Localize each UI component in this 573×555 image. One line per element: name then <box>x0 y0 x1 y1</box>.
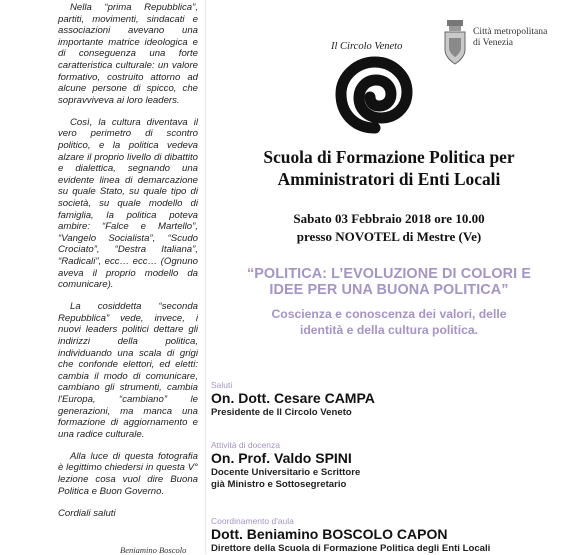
section-docenza <box>211 440 571 490</box>
city-name-line2: di Venezia <box>473 37 514 48</box>
event-place: presso NOVOTEL di Mestre (Ve) <box>296 229 482 244</box>
letter-column <box>58 2 198 530</box>
speaker-name: On. Dott. Cesare CAMPA <box>211 390 375 406</box>
lesson-headline <box>205 266 573 298</box>
speaker-role: Docente Universitario e Scrittore <box>211 467 361 478</box>
speaker-name: Dott. Beniamino BOSCOLO CAPON <box>211 526 448 542</box>
city-emblem-icon <box>441 20 469 66</box>
section-label: Attività di docenza <box>211 440 280 450</box>
signature: Beniamino Boscolo <box>120 545 187 555</box>
lesson-subheadline <box>205 306 573 338</box>
letter-paragraph-3: La cosiddetta “seconda Repubblica” vede, invece, i nuovi leaders politici dettare gli indirizzi della politica, individuando una scala di grigi che confonde elettori, ed eletti: cambia il modo di comunicare, cambiano gli strumenti, cambia l'Europa, “cambiano” le generazioni, ma manca una formazione di aggiornamento e una radice culturale. <box>58 301 198 440</box>
headline-line-2: IDEE PER UNA BUONA POLITICA” <box>269 282 509 298</box>
section-label: Saluti <box>211 380 233 390</box>
circolo-label: Il Circolo Veneto <box>331 41 403 52</box>
city-name <box>473 26 573 48</box>
section-coordinamento <box>211 516 571 555</box>
section-label: Coordinamento d'aula <box>211 516 294 526</box>
subheadline-line-2: identità e della cultura politica. <box>299 323 479 337</box>
section-saluti <box>211 380 571 419</box>
speaker-name: On. Prof. Valdo SPINI <box>211 450 352 466</box>
title-line-2: Amministratori di Enti Locali <box>277 169 501 189</box>
title-line-1: Scuola di Formazione Politica per <box>263 147 515 167</box>
letter-salute: Cordiali saluti <box>58 507 116 519</box>
subheadline-line-1: Coscienza e conoscenza dei valori, delle <box>271 307 507 321</box>
city-name-line1: Città metropolitana <box>473 26 548 37</box>
letter-paragraph-1: Nella “prima Repubblica”, partiti, movimenti, sindacati e associazioni avevano una importante matrice ideologica e di conseguenza una forte caratteristica culturale: un valore formativo, costruito attorno ad alcune persone di spicco, che sopravviveva ai loro leaders. <box>58 2 198 106</box>
school-title <box>205 146 573 190</box>
speaker-role: Direttore della Scuola di Formazione Politica degli Enti Locali <box>211 543 491 554</box>
speaker-role: Presidente de Il Circolo Veneto <box>211 407 352 418</box>
event-datetime <box>205 210 573 246</box>
spiral-logo-icon <box>335 56 415 136</box>
letter-paragraph-2: Così, la cultura diventava il vero perimetro di scontro politico, e la politica vedeva alzare il proprio livello di dibattito e dialettica, segnando una evidente linea di demarcazione su quale Stato, su quale tipo di società, su quale modello di famiglia, la politica poteva ambire: “Falce e Martello”, “Vangelo Socialista”, “Scudo Crociato”, “Destra Italiana”, “Radicali”, ecc… ecc… (Ognuno aveva il proprio modello da comunicare). <box>58 116 198 291</box>
letter-paragraph-4: Alla luce di questa fotografia è legittimo chiedersi in questa V° lezione cosa vuol dire Buona Politica e Buon Governo. <box>58 450 198 497</box>
event-date: Sabato 03 Febbraio 2018 ore 10.00 <box>293 211 485 226</box>
speaker-role: già Ministro e Sottosegretario <box>211 478 347 490</box>
headline-line-1: “POLITICA: L’EVOLUZIONE DI COLORI E <box>246 266 532 282</box>
